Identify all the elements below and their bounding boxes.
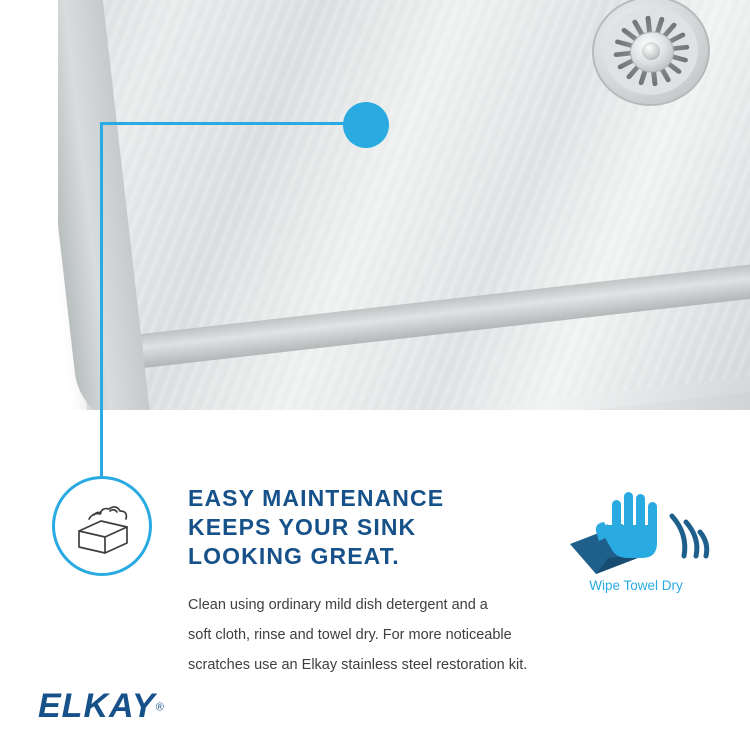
registered-mark: ®	[155, 701, 164, 714]
body-copy	[188, 590, 566, 680]
photo-bottom-margin	[0, 410, 750, 440]
motion-lines	[672, 516, 707, 556]
sink-drain-icon	[592, 0, 710, 110]
sponge-icon	[55, 479, 149, 573]
brand-name: ELKAY	[38, 687, 156, 725]
page-headline	[188, 484, 588, 571]
body-line-3: scratches use an Elkay stainless steel restoration kit.	[188, 657, 528, 673]
callout-dot	[343, 102, 389, 148]
wipe-towel-icon	[556, 488, 716, 588]
elkay-logo	[38, 686, 208, 726]
wipe-towel-label: Wipe Towel Dry	[589, 578, 683, 593]
headline-line-2: KEEPS YOUR SINK	[188, 514, 417, 540]
body-line-2: soft cloth, rinse and towel dry. For more noticeable	[188, 627, 512, 643]
photo-left-margin	[0, 0, 58, 440]
body-line-1: Clean using ordinary mild dish detergent and a	[188, 597, 488, 613]
callout-line-vertical	[100, 122, 103, 477]
headline-line-1: EASY MAINTENANCE	[188, 485, 445, 511]
headline-line-3: LOOKING GREAT.	[188, 543, 400, 569]
drain-hub-center	[642, 42, 660, 60]
callout-line-horizontal	[100, 122, 346, 125]
sponge-badge	[52, 476, 152, 576]
